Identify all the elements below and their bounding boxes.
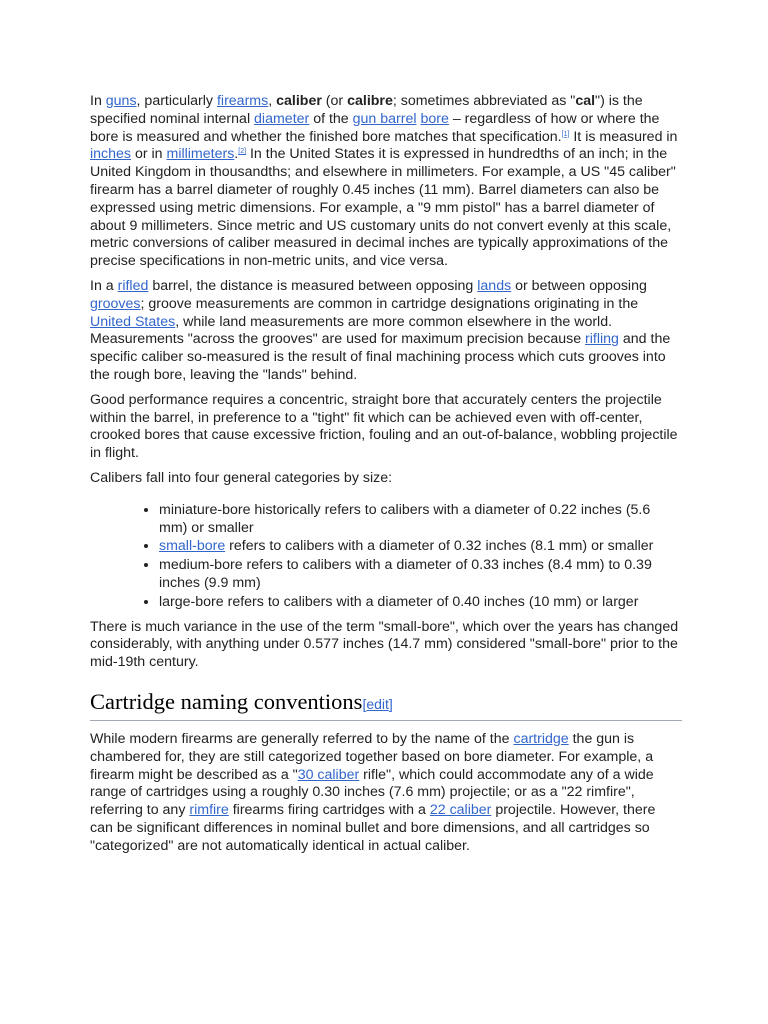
term-cal: cal: [575, 93, 596, 109]
section-heading-text: Cartridge naming conventions: [90, 688, 363, 714]
text: – regardless of how or where the bore is measured and whether the finished bore matches that specification.: [90, 110, 660, 145]
list-item: • large-bore refers to calibers with a diameter of 0.40 inches (10 mm) or larger: [159, 594, 682, 612]
caliber-categories-list: [90, 502, 682, 612]
link-30-caliber[interactable]: 30 caliber: [297, 766, 360, 783]
paragraph-naming: [90, 731, 682, 856]
link-lands[interactable]: lands: [477, 277, 512, 294]
link-grooves[interactable]: grooves: [90, 295, 141, 312]
link-firearms[interactable]: firearms: [216, 93, 269, 109]
text: rifle", which could accommodate any of a wide range of cartridges using a roughly 0.30 inches (7.6 mm) projectile; or as a "22 rimfire", referring to any: [90, 766, 654, 819]
text: or in: [131, 146, 167, 163]
text: of the: [309, 110, 353, 127]
paragraph-categories-intro: Calibers fall into four general categories by size:: [90, 469, 393, 486]
link-united-states[interactable]: United States: [90, 313, 176, 330]
link-rifling[interactable]: rifling: [585, 331, 619, 348]
paragraph-rifling: [90, 278, 682, 385]
reference-2[interactable]: [2]: [238, 148, 247, 156]
link-gun-barrel[interactable]: gun barrel: [352, 110, 417, 127]
reference-1[interactable]: [1]: [561, 130, 570, 138]
edit-section: [362, 696, 392, 712]
text: ,: [268, 93, 277, 109]
list-item: • miniature-bore historically refers to calibers with a diameter of 0.22 inches (5.6 mm) or smaller: [159, 502, 682, 538]
text: and the specific caliber so-measured is the result of final machining process which cuts grooves into the rough bore, leaving the "lands" behind.: [90, 331, 671, 383]
text: firearms firing cartridges with a: [228, 802, 430, 819]
link-diameter[interactable]: diameter: [254, 110, 310, 127]
text: It is measured in: [569, 128, 678, 145]
text: In a: [90, 277, 118, 294]
section-heading: [90, 688, 682, 721]
text: ; sometimes abbreviated as ": [392, 93, 576, 109]
text: While modern firearms are generally referred to by the name of the: [90, 730, 514, 747]
link-rifled[interactable]: rifled: [117, 277, 149, 294]
paragraph-variance: There is much variance in the use of the term "small-bore", which over the years has changed considerably, with anything under 0.577 inches (14.7 mm) considered "small-bore" prior to the mid-19th century.: [90, 618, 679, 671]
link-22-caliber[interactable]: 22 caliber: [429, 802, 492, 819]
link-small-bore[interactable]: small-bore: [159, 538, 226, 555]
link-rimfire[interactable]: rimfire: [189, 802, 229, 819]
text: , while land measurements are more common elsewhere in the world. Measurements "across the grooves" are used for maximum precision because: [90, 313, 613, 348]
text: (or: [321, 93, 348, 109]
link-cartridge[interactable]: cartridge: [513, 730, 569, 747]
list-item: • medium-bore refers to calibers with a diameter of 0.33 inches (8.4 mm) to 0.39 inches (9.9 mm): [159, 557, 682, 593]
term-calibre: calibre: [347, 93, 393, 109]
link-millimeters[interactable]: millimeters: [166, 146, 235, 163]
term-caliber: caliber: [276, 93, 322, 109]
text: ") is the specified nominal internal: [90, 93, 643, 127]
edit-bracket: ]: [388, 695, 393, 712]
edit-link[interactable]: edit: [366, 695, 389, 712]
text: In: [90, 93, 106, 109]
paragraph-intro: [90, 93, 682, 271]
paragraph-performance: Good performance requires a concentric, straight bore that accurately centers the projectile within the barrel, in preference to a "tight" fit which can be achieved even with off-center, crooked bores that cause excessive friction, fouling and an out-of-balance, wobbling projectile in flight.: [90, 391, 678, 462]
edit-bracket: [: [362, 695, 367, 712]
text: ; groove measurements are common in cartridge designations originating in the: [140, 295, 639, 312]
text: or between opposing: [511, 277, 647, 294]
link-bore[interactable]: bore: [420, 110, 449, 127]
link-inches[interactable]: inches: [90, 146, 132, 163]
text: barrel, the distance is measured between opposing: [148, 277, 478, 294]
text: the gun is chambered for, they are still categorized together based on bore diameter. For example, a firearm might be described as a ": [90, 730, 654, 783]
text: In the United States it is expressed in hundredths of an inch; in the United Kingdom in thousandths; and elsewhere in millimeters. For example, a US "45 caliber" firearm has a barrel diameter of roughly 0.45 inches (11 mm). Barrel diameters can also be expressed using metric dimensions. For example, a "9 mm pistol" has a barrel diameter of about 9 millimeters. Since metric and US customary units do not convert evenly at this scale, metric conversions of caliber measured in decimal inches are typically approximations of the precise specifications in non-metric units, and vice versa.: [90, 146, 676, 270]
text: .: [234, 146, 239, 163]
link-guns[interactable]: guns: [105, 93, 137, 109]
text: projectile. However, there can be significant differences in nominal bullet and bore dimensions, and all cartridges so "categorized" are not automatically identical in actual caliber.: [90, 802, 656, 854]
text: refers to calibers with a diameter of 0.32 inches (8.1 mm) or smaller: [225, 538, 654, 555]
article-body: [90, 93, 682, 862]
list-item: [159, 538, 682, 556]
text: , particularly: [136, 93, 217, 109]
